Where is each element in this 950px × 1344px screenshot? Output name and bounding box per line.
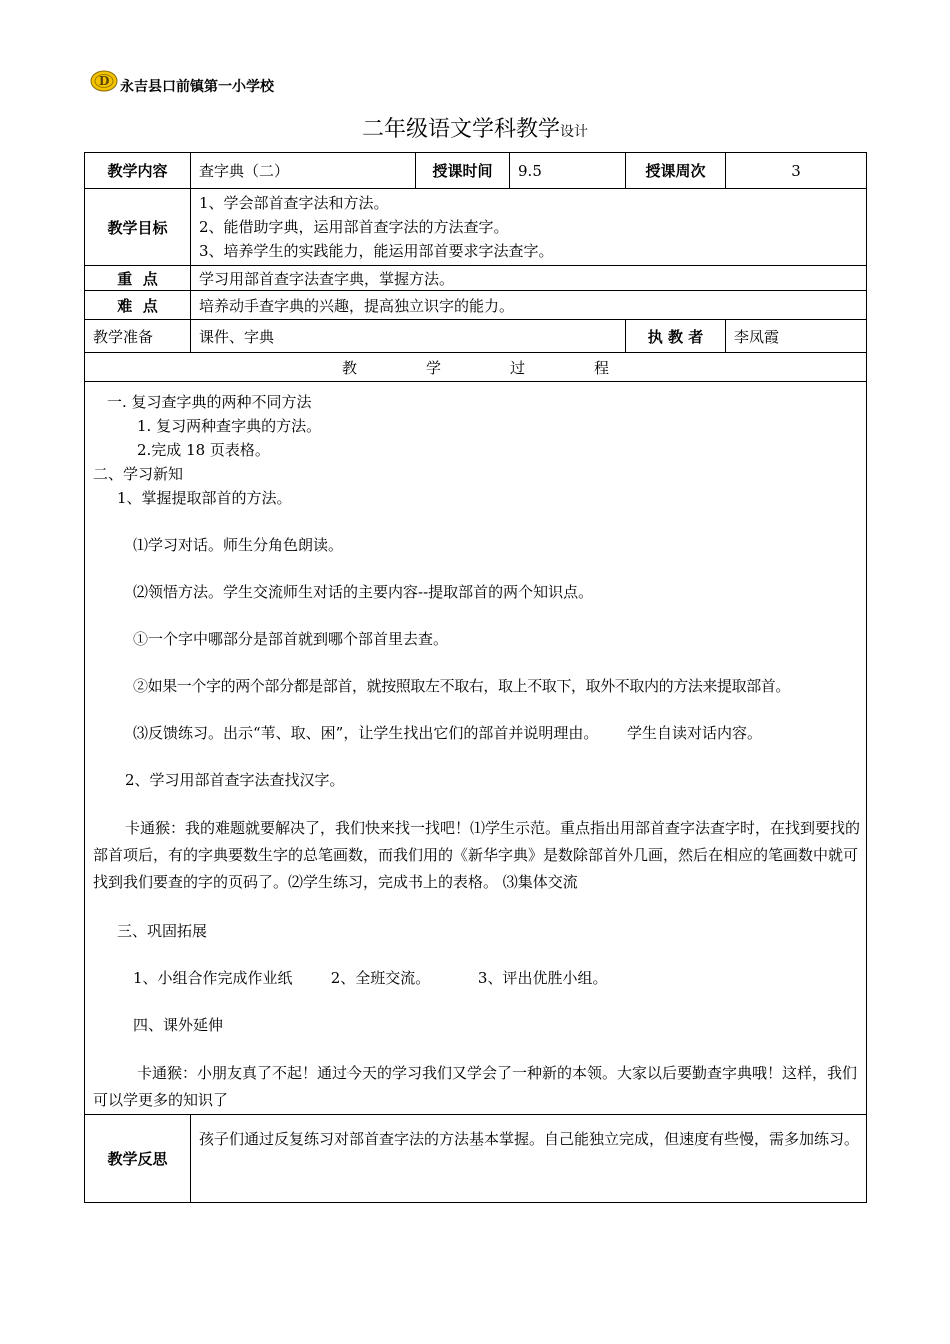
process-line: 一. 复习查字典的两种不同方法	[107, 393, 312, 411]
reflection-label: 教学反思	[85, 1115, 191, 1203]
process-line: ⑵领悟方法。学生交流师生对话的主要内容--提取部首的两个知识点。	[133, 583, 594, 601]
reflection-value: 孩子们通过反复练习对部首查字法的方法基本掌握。自己能独立完成，但速度有些慢，需多加练习。	[191, 1115, 867, 1203]
content-value: 查字典（二）	[191, 153, 416, 189]
process-line: 1. 复习两种查字典的方法。	[137, 417, 322, 435]
row-process	[85, 382, 867, 1115]
week-label: 授课周次	[626, 153, 726, 189]
week-value: 3	[726, 153, 867, 189]
process-paragraph: 卡通猴：小朋友真了不起！通过今天的学习我们又学会了一种新的本领。大家以后要勤查字典哦！这样，我们可以学更多的知识了	[93, 1064, 858, 1109]
process-line: 四、课外延伸	[133, 1016, 224, 1034]
row-content	[85, 153, 867, 189]
prep-value: 课件、字典	[191, 320, 626, 353]
row-reflection	[85, 1115, 867, 1203]
process-line: 2.完成 18 页表格。	[137, 441, 270, 459]
page-title	[0, 112, 950, 143]
process-paragraph: 卡通猴：我的难题就要解决了，我们快来找一找吧！⑴学生示范。重点指出用部首查字法查字时，在找到要找的部首项后，有的字典要数生字的总笔画数，而我们用的《新华字典》是数除部首外几画，然后在相应的笔画数中就可找到我们要查的字的页码了。⑵学生练习，完成书上的表格。 ⑶集体交流	[93, 819, 861, 891]
process-line: ①一个字中哪部分是部首就到哪个部首里去查。	[133, 630, 449, 648]
difficulty-value: 培养动手查字典的兴趣，提高独立识字的能力。	[191, 291, 867, 320]
goal-item: 2、能借助字典，运用部首查字法的方法查字。	[199, 218, 509, 236]
row-prep	[85, 320, 867, 353]
school-header	[90, 66, 274, 96]
process-line: ⑶反馈练习。出示“苇、取、困”，让学生找出它们的部首并说明理由。 学生自读对话内容。	[133, 724, 762, 742]
title-sub: 设计	[560, 124, 588, 140]
school-logo-icon	[90, 69, 118, 93]
process-title-char: 教	[341, 358, 357, 377]
difficulty-label: 难 点	[85, 291, 191, 320]
goals-list	[191, 189, 867, 266]
row-focus	[85, 266, 867, 291]
prep-label: 教学准备	[85, 320, 191, 353]
process-line: 三、巩固拓展	[117, 922, 208, 940]
row-goals	[85, 189, 867, 266]
focus-label: 重 点	[85, 266, 191, 291]
process-line: ⑴学习对话。师生分角色朗读。	[133, 536, 344, 554]
process-line: ②如果一个字的两个部分都是部首，就按照取左不取右，取上不取下，取外不取内的方法来提取部首。	[133, 677, 791, 695]
time-label: 授课时间	[416, 153, 510, 189]
row-difficulty	[85, 291, 867, 320]
school-name: 永吉县口前镇第一小学校	[120, 79, 274, 95]
lesson-plan-table	[84, 152, 867, 1203]
process-body	[85, 382, 867, 1115]
process-line: 1、掌握提取部首的方法。	[117, 489, 292, 507]
focus-value: 学习用部首查字法查字典，掌握方法。	[191, 266, 867, 291]
content-label: 教学内容	[85, 153, 191, 189]
process-title-char: 学	[425, 358, 441, 377]
goal-item: 3、培养学生的实践能力，能运用部首要求字法查字。	[199, 242, 554, 260]
process-title	[85, 353, 867, 382]
process-line: 2、学习用部首查字法查找汉字。	[125, 771, 345, 789]
svg-text:D: D	[99, 74, 110, 88]
teacher-value: 李凤霞	[726, 320, 867, 353]
goals-label: 教学目标	[85, 189, 191, 266]
row-process-title	[85, 353, 867, 382]
goal-item: 1、学会部首查字法和方法。	[199, 194, 389, 212]
time-value: 9.5	[510, 153, 626, 189]
process-line: 二、学习新知	[93, 465, 184, 483]
title-main: 二年级语文学科教学	[361, 117, 560, 142]
process-title-char: 程	[593, 358, 609, 377]
process-title-char: 过	[509, 358, 525, 377]
teacher-label: 执 教 者	[626, 320, 726, 353]
process-line: 1、小组合作完成作业纸 2、全班交流。 3、评出优胜小组。	[133, 969, 608, 987]
